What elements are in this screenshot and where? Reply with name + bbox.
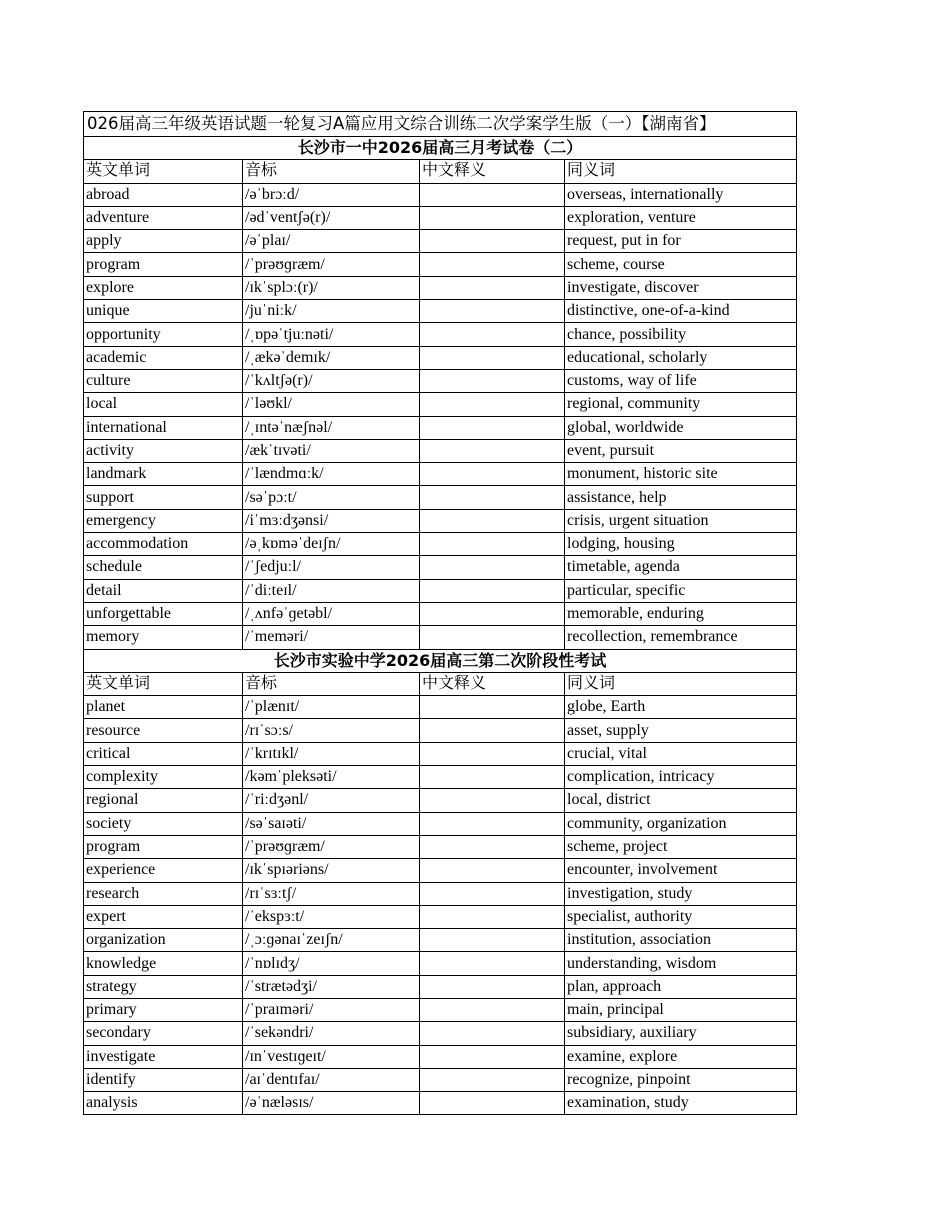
meaning-cell	[420, 323, 565, 346]
header-chinese-meaning: 中文释义	[420, 160, 565, 183]
phonetic-cell: /ɪkˈspɪəriəns/	[243, 859, 420, 882]
word-cell: explore	[84, 276, 243, 299]
synonym-cell: regional, community	[565, 393, 797, 416]
phonetic-cell: /ˌɪntəˈnæʃnəl/	[243, 416, 420, 439]
table-row	[84, 486, 797, 509]
word-cell: resource	[84, 719, 243, 742]
word-cell: program	[84, 253, 243, 276]
meaning-cell	[420, 719, 565, 742]
table-row	[84, 439, 797, 462]
title-row	[84, 112, 797, 137]
table-row	[84, 998, 797, 1021]
synonym-cell: event, pursuit	[565, 439, 797, 462]
header-english-word: 英文单词	[84, 160, 243, 183]
meaning-cell	[420, 579, 565, 602]
word-cell: accommodation	[84, 533, 243, 556]
table-row	[84, 1068, 797, 1091]
word-cell: detail	[84, 579, 243, 602]
table-row	[84, 882, 797, 905]
meaning-cell	[420, 276, 565, 299]
word-cell: organization	[84, 929, 243, 952]
phonetic-cell: /ækˈtɪvəti/	[243, 439, 420, 462]
word-cell: primary	[84, 998, 243, 1021]
meaning-cell	[420, 346, 565, 369]
table-row	[84, 696, 797, 719]
phonetic-cell: /əˈbrɔːd/	[243, 183, 420, 206]
synonym-cell: main, principal	[565, 998, 797, 1021]
phonetic-cell: /əˌkɒməˈdeɪʃn/	[243, 533, 420, 556]
table-row	[84, 742, 797, 765]
header-english-word: 英文单词	[84, 672, 243, 695]
meaning-cell	[420, 556, 565, 579]
synonym-cell: global, worldwide	[565, 416, 797, 439]
meaning-cell	[420, 230, 565, 253]
phonetic-cell: /ˈlændmɑːk/	[243, 463, 420, 486]
table-row	[84, 369, 797, 392]
synonym-cell: investigate, discover	[565, 276, 797, 299]
phonetic-cell: /ˈnɒlɪdʒ/	[243, 952, 420, 975]
table-row	[84, 230, 797, 253]
meaning-cell	[420, 1068, 565, 1091]
word-cell: expert	[84, 905, 243, 928]
meaning-cell	[420, 439, 565, 462]
table-row	[84, 719, 797, 742]
table-row	[84, 346, 797, 369]
table-row	[84, 253, 797, 276]
word-cell: opportunity	[84, 323, 243, 346]
synonym-cell: understanding, wisdom	[565, 952, 797, 975]
synonym-cell: community, organization	[565, 812, 797, 835]
phonetic-cell: /əˈplaɪ/	[243, 230, 420, 253]
phonetic-cell: /kəmˈpleksəti/	[243, 766, 420, 789]
phonetic-cell: /aɪˈdentɪfaɪ/	[243, 1068, 420, 1091]
synonym-cell: scheme, project	[565, 835, 797, 858]
phonetic-cell: /ˈriːdʒənl/	[243, 789, 420, 812]
column-header-row	[84, 672, 797, 695]
meaning-cell	[420, 416, 565, 439]
meaning-cell	[420, 766, 565, 789]
word-cell: apply	[84, 230, 243, 253]
word-cell: unique	[84, 300, 243, 323]
table-row	[84, 859, 797, 882]
synonym-cell: distinctive, one-of-a-kind	[565, 300, 797, 323]
word-cell: regional	[84, 789, 243, 812]
synonym-cell: investigation, study	[565, 882, 797, 905]
phonetic-cell: /ɪnˈvestɪɡeɪt/	[243, 1045, 420, 1068]
table-row	[84, 1045, 797, 1068]
table-row	[84, 183, 797, 206]
meaning-cell	[420, 626, 565, 649]
synonym-cell: timetable, agenda	[565, 556, 797, 579]
synonym-cell: crisis, urgent situation	[565, 509, 797, 532]
word-cell: local	[84, 393, 243, 416]
section-heading: 长沙市实验中学2026届高三第二次阶段性考试	[84, 649, 797, 672]
meaning-cell	[420, 859, 565, 882]
word-cell: abroad	[84, 183, 243, 206]
phonetic-cell: /ˈekspɜːt/	[243, 905, 420, 928]
synonym-cell: chance, possibility	[565, 323, 797, 346]
header-phonetic: 音标	[243, 160, 420, 183]
word-cell: academic	[84, 346, 243, 369]
synonym-cell: examine, explore	[565, 1045, 797, 1068]
phonetic-cell: /rɪˈsɜːtʃ/	[243, 882, 420, 905]
table-row	[84, 323, 797, 346]
meaning-cell	[420, 369, 565, 392]
word-cell: adventure	[84, 206, 243, 229]
table-row	[84, 975, 797, 998]
phonetic-cell: /ɪkˈsplɔː(r)/	[243, 276, 420, 299]
meaning-cell	[420, 463, 565, 486]
synonym-cell: encounter, involvement	[565, 859, 797, 882]
word-cell: knowledge	[84, 952, 243, 975]
meaning-cell	[420, 998, 565, 1021]
synonym-cell: crucial, vital	[565, 742, 797, 765]
meaning-cell	[420, 812, 565, 835]
table-row	[84, 556, 797, 579]
phonetic-cell: /ˈmeməri/	[243, 626, 420, 649]
synonym-cell: particular, specific	[565, 579, 797, 602]
word-cell: investigate	[84, 1045, 243, 1068]
phonetic-cell: /ˈləʊkl/	[243, 393, 420, 416]
table-row	[84, 533, 797, 556]
meaning-cell	[420, 696, 565, 719]
meaning-cell	[420, 393, 565, 416]
phonetic-cell: /ˈstrætədʒi/	[243, 975, 420, 998]
column-header-row	[84, 160, 797, 183]
synonym-cell: complication, intricacy	[565, 766, 797, 789]
word-cell: identify	[84, 1068, 243, 1091]
table-row	[84, 276, 797, 299]
meaning-cell	[420, 789, 565, 812]
meaning-cell	[420, 206, 565, 229]
phonetic-cell: /ˈprəʊɡræm/	[243, 253, 420, 276]
synonym-cell: monument, historic site	[565, 463, 797, 486]
meaning-cell	[420, 183, 565, 206]
table-row	[84, 626, 797, 649]
word-cell: schedule	[84, 556, 243, 579]
table-row	[84, 789, 797, 812]
meaning-cell	[420, 742, 565, 765]
phonetic-cell: /səˈpɔːt/	[243, 486, 420, 509]
word-cell: society	[84, 812, 243, 835]
document-title: 026届高三年级英语试题一轮复习A篇应用文综合训练二次学案学生版（一）【湖南省】	[84, 112, 797, 137]
phonetic-cell: /ˈkʌltʃə(r)/	[243, 369, 420, 392]
table-row	[84, 416, 797, 439]
phonetic-cell: /ˈdiːteɪl/	[243, 579, 420, 602]
synonym-cell: request, put in for	[565, 230, 797, 253]
phonetic-cell: /ˌʌnfəˈɡetəbl/	[243, 602, 420, 625]
synonym-cell: overseas, internationally	[565, 183, 797, 206]
phonetic-cell: /ədˈventʃə(r)/	[243, 206, 420, 229]
word-cell: unforgettable	[84, 602, 243, 625]
table-row	[84, 766, 797, 789]
table-row	[84, 579, 797, 602]
word-cell: planet	[84, 696, 243, 719]
word-cell: strategy	[84, 975, 243, 998]
header-synonyms: 同义词	[565, 160, 797, 183]
phonetic-cell: /rɪˈsɔːs/	[243, 719, 420, 742]
meaning-cell	[420, 509, 565, 532]
meaning-cell	[420, 1045, 565, 1068]
phonetic-cell: /ˈpraɪməri/	[243, 998, 420, 1021]
table-row	[84, 206, 797, 229]
synonym-cell: local, district	[565, 789, 797, 812]
table-row	[84, 393, 797, 416]
synonym-cell: recognize, pinpoint	[565, 1068, 797, 1091]
phonetic-cell: /iˈmɜːdʒənsi/	[243, 509, 420, 532]
word-cell: landmark	[84, 463, 243, 486]
phonetic-cell: /ˈprəʊɡræm/	[243, 835, 420, 858]
meaning-cell	[420, 1022, 565, 1045]
synonym-cell: lodging, housing	[565, 533, 797, 556]
meaning-cell	[420, 602, 565, 625]
synonym-cell: specialist, authority	[565, 905, 797, 928]
header-phonetic: 音标	[243, 672, 420, 695]
synonym-cell: exploration, venture	[565, 206, 797, 229]
meaning-cell	[420, 975, 565, 998]
table-row	[84, 929, 797, 952]
word-cell: emergency	[84, 509, 243, 532]
meaning-cell	[420, 905, 565, 928]
phonetic-cell: /ˈkrɪtɪkl/	[243, 742, 420, 765]
synonym-cell: subsidiary, auxiliary	[565, 1022, 797, 1045]
word-cell: analysis	[84, 1092, 243, 1115]
meaning-cell	[420, 835, 565, 858]
table-row	[84, 835, 797, 858]
phonetic-cell: /ˈʃedjuːl/	[243, 556, 420, 579]
synonym-cell: customs, way of life	[565, 369, 797, 392]
synonym-cell: globe, Earth	[565, 696, 797, 719]
word-cell: culture	[84, 369, 243, 392]
section-heading-row	[84, 649, 797, 672]
meaning-cell	[420, 533, 565, 556]
word-cell: support	[84, 486, 243, 509]
synonym-cell: scheme, course	[565, 253, 797, 276]
word-cell: complexity	[84, 766, 243, 789]
synonym-cell: educational, scholarly	[565, 346, 797, 369]
section-heading: 长沙市一中2026届高三月考试卷（二）	[84, 137, 797, 160]
phonetic-cell: /əˈnæləsɪs/	[243, 1092, 420, 1115]
synonym-cell: examination, study	[565, 1092, 797, 1115]
meaning-cell	[420, 300, 565, 323]
table-row	[84, 952, 797, 975]
synonym-cell: memorable, enduring	[565, 602, 797, 625]
section-heading-row	[84, 137, 797, 160]
phonetic-cell: /ˌækəˈdemɪk/	[243, 346, 420, 369]
table-row	[84, 463, 797, 486]
meaning-cell	[420, 253, 565, 276]
meaning-cell	[420, 882, 565, 905]
table-row	[84, 1022, 797, 1045]
table-row	[84, 300, 797, 323]
phonetic-cell: /juˈniːk/	[243, 300, 420, 323]
word-cell: experience	[84, 859, 243, 882]
vocabulary-table	[83, 111, 797, 1115]
table-row	[84, 1092, 797, 1115]
table-row	[84, 509, 797, 532]
phonetic-cell: /ˈplænɪt/	[243, 696, 420, 719]
word-cell: critical	[84, 742, 243, 765]
table-row	[84, 812, 797, 835]
meaning-cell	[420, 1092, 565, 1115]
word-cell: activity	[84, 439, 243, 462]
table-row	[84, 602, 797, 625]
synonym-cell: plan, approach	[565, 975, 797, 998]
header-synonyms: 同义词	[565, 672, 797, 695]
word-cell: international	[84, 416, 243, 439]
synonym-cell: recollection, remembrance	[565, 626, 797, 649]
word-cell: program	[84, 835, 243, 858]
meaning-cell	[420, 486, 565, 509]
header-chinese-meaning: 中文释义	[420, 672, 565, 695]
phonetic-cell: /ˌɔːɡənaɪˈzeɪʃn/	[243, 929, 420, 952]
meaning-cell	[420, 929, 565, 952]
synonym-cell: asset, supply	[565, 719, 797, 742]
word-cell: secondary	[84, 1022, 243, 1045]
phonetic-cell: /səˈsaɪəti/	[243, 812, 420, 835]
meaning-cell	[420, 952, 565, 975]
table-row	[84, 905, 797, 928]
phonetic-cell: /ˌɒpəˈtjuːnəti/	[243, 323, 420, 346]
phonetic-cell: /ˈsekəndri/	[243, 1022, 420, 1045]
word-cell: memory	[84, 626, 243, 649]
synonym-cell: assistance, help	[565, 486, 797, 509]
word-cell: research	[84, 882, 243, 905]
synonym-cell: institution, association	[565, 929, 797, 952]
